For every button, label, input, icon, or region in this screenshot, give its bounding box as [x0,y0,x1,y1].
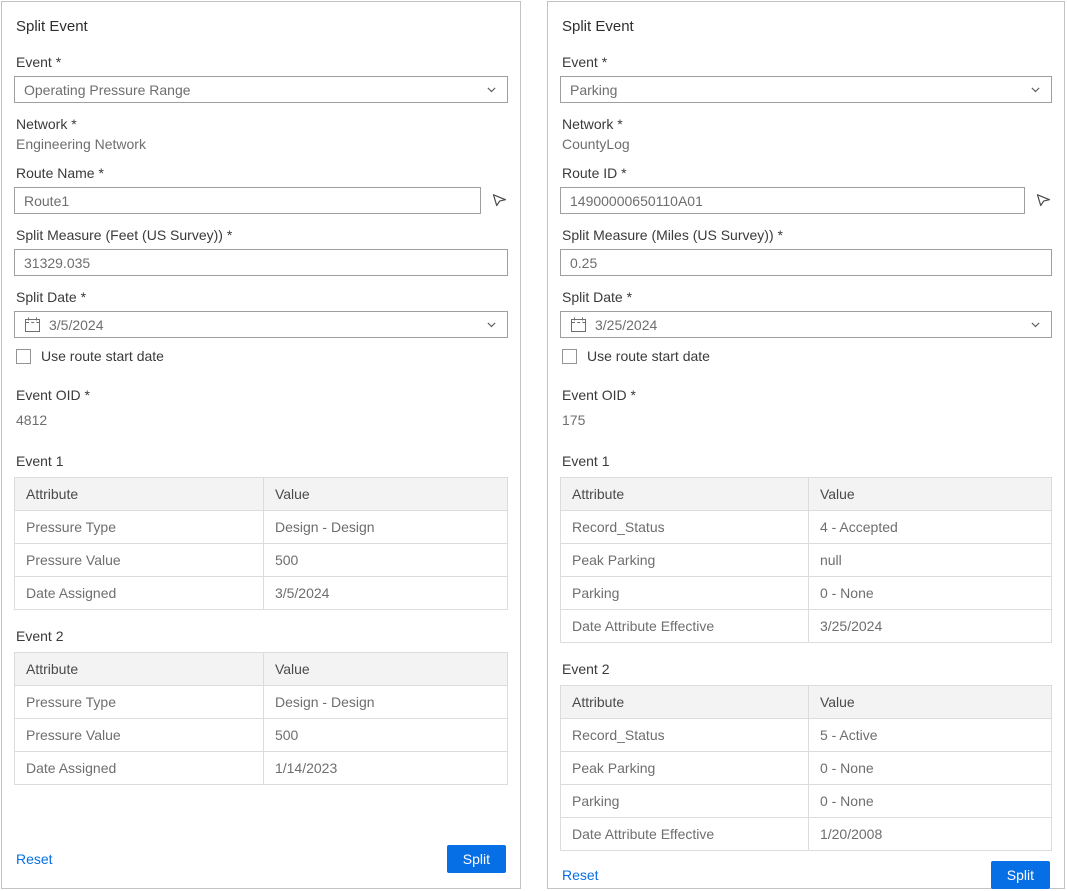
network-field-group [560,116,1052,152]
attribute-cell: Parking [561,577,809,610]
table-row [561,719,1052,752]
attribute-cell: Pressure Type [15,511,264,544]
measure-label: Split Measure (Feet (US Survey)) * [16,227,233,243]
attribute-cell: Pressure Value [15,719,264,752]
split-date-picker[interactable] [14,311,508,338]
table-row [561,511,1052,544]
panel-title: Split Event [16,18,88,35]
attribute-cell: Peak Parking [561,752,809,785]
event-oid-value: 4812 [16,412,48,428]
split-button[interactable]: Split [991,861,1050,889]
attribute-cell: Date Attribute Effective [561,818,809,851]
event-2-caption: Event 2 [562,661,610,677]
event-2-table [560,685,1052,851]
attribute-cell: Pressure Type [15,686,264,719]
route-label: Route Name * [16,165,104,181]
attribute-cell: Peak Parking [561,544,809,577]
event-oid-group [14,387,508,428]
table-header-row [15,478,508,511]
event-1-table [14,477,508,610]
event-2-caption: Event 2 [16,628,64,644]
split-event-panel-right [547,1,1065,889]
value-cell: 1/14/2023 [263,752,507,785]
route-input[interactable] [14,187,481,214]
split-button[interactable]: Split [447,845,506,873]
attribute-header: Attribute [561,478,809,511]
table-header-row [561,686,1052,719]
attribute-cell: Pressure Value [15,544,264,577]
value-cell: Design - Design [263,511,507,544]
attribute-cell: Date Attribute Effective [561,610,809,643]
event-select[interactable] [14,76,508,103]
value-cell: 500 [263,544,507,577]
calendar-icon [570,316,587,333]
value-cell: 0 - None [808,785,1051,818]
value-header: Value [808,686,1051,719]
chevron-down-icon [485,83,498,96]
route-label: Route ID * [562,165,627,181]
attribute-header: Attribute [15,653,264,686]
value-cell: 0 - None [808,577,1051,610]
split-date-label: Split Date * [16,289,87,305]
table-row [15,544,508,577]
panel-footer [14,845,508,875]
table-row [561,610,1052,643]
value-cell: 3/25/2024 [808,610,1051,643]
split-date-value: 3/5/2024 [49,316,104,333]
panel-footer [560,861,1052,891]
cursor-arrow-icon [491,191,508,211]
split-measure-input[interactable] [14,249,508,276]
cursor-arrow-icon [1035,191,1052,211]
value-cell: Design - Design [263,686,507,719]
event-1-caption: Event 1 [16,453,64,469]
date-field-group [14,289,508,338]
use-route-start-date-label: Use route start date [587,348,710,364]
attribute-cell: Date Assigned [15,577,264,610]
table-row [561,752,1052,785]
measure-label: Split Measure (Miles (US Survey)) * [562,227,783,243]
network-value: Engineering Network [16,136,146,152]
table-header-row [15,653,508,686]
event-oid-value: 175 [562,412,586,428]
event-field-group [560,54,1052,103]
split-measure-input[interactable] [560,249,1052,276]
event-label: Event * [562,54,608,70]
attribute-header: Attribute [561,686,809,719]
attribute-cell: Parking [561,785,809,818]
event-field-group [14,54,508,103]
split-event-panel-left [1,1,521,889]
chevron-down-icon [1029,318,1042,331]
event-select-value: Parking [570,81,618,98]
value-cell: null [808,544,1051,577]
use-route-start-date-row [16,348,506,364]
route-picker-button[interactable] [1033,191,1052,211]
value-cell: 500 [263,719,507,752]
attribute-cell: Record_Status [561,719,809,752]
table-row [561,544,1052,577]
value-header: Value [263,653,507,686]
chevron-down-icon [485,318,498,331]
table-row [15,686,508,719]
value-cell: 3/5/2024 [263,577,507,610]
table-row [561,577,1052,610]
event-select[interactable] [560,76,1052,103]
network-label: Network * [16,116,77,132]
table-row [15,719,508,752]
event-1-table [560,477,1052,643]
value-header: Value [263,478,507,511]
network-value: CountyLog [562,136,630,152]
attribute-cell: Date Assigned [15,752,264,785]
event-oid-label: Event OID * [562,387,636,403]
reset-link[interactable]: Reset [16,851,53,867]
value-cell: 0 - None [808,752,1051,785]
measure-field-group [560,227,1052,276]
event-oid-group [560,387,1052,428]
value-cell: 4 - Accepted [808,511,1051,544]
route-field-group [14,165,508,214]
split-date-label: Split Date * [562,289,633,305]
use-route-start-date-label: Use route start date [41,348,164,364]
event-select-value: Operating Pressure Range [24,81,191,98]
network-field-group [14,116,508,152]
chevron-down-icon [1029,83,1042,96]
event-label: Event * [16,54,62,70]
value-header: Value [808,478,1051,511]
attribute-cell: Record_Status [561,511,809,544]
reset-link[interactable]: Reset [562,867,599,883]
event-1-caption: Event 1 [562,453,610,469]
table-row [15,752,508,785]
attribute-header: Attribute [15,478,264,511]
use-route-start-date-checkbox[interactable] [562,349,577,364]
table-row [561,818,1052,851]
value-cell: 5 - Active [808,719,1051,752]
use-route-start-date-checkbox[interactable] [16,349,31,364]
use-route-start-date-row [562,348,1050,364]
network-label: Network * [562,116,623,132]
split-date-value: 3/25/2024 [595,316,658,333]
table-row [561,785,1052,818]
panel-title: Split Event [562,18,634,35]
event-oid-label: Event OID * [16,387,90,403]
table-row [15,511,508,544]
measure-field-group [14,227,508,276]
event-2-table [14,652,508,785]
split-date-picker[interactable] [560,311,1052,338]
date-field-group [560,289,1052,338]
calendar-icon [24,316,41,333]
value-cell: 1/20/2008 [808,818,1051,851]
table-header-row [561,478,1052,511]
route-picker-button[interactable] [489,191,508,211]
route-field-group [560,165,1052,214]
route-input[interactable] [560,187,1025,214]
table-row [15,577,508,610]
